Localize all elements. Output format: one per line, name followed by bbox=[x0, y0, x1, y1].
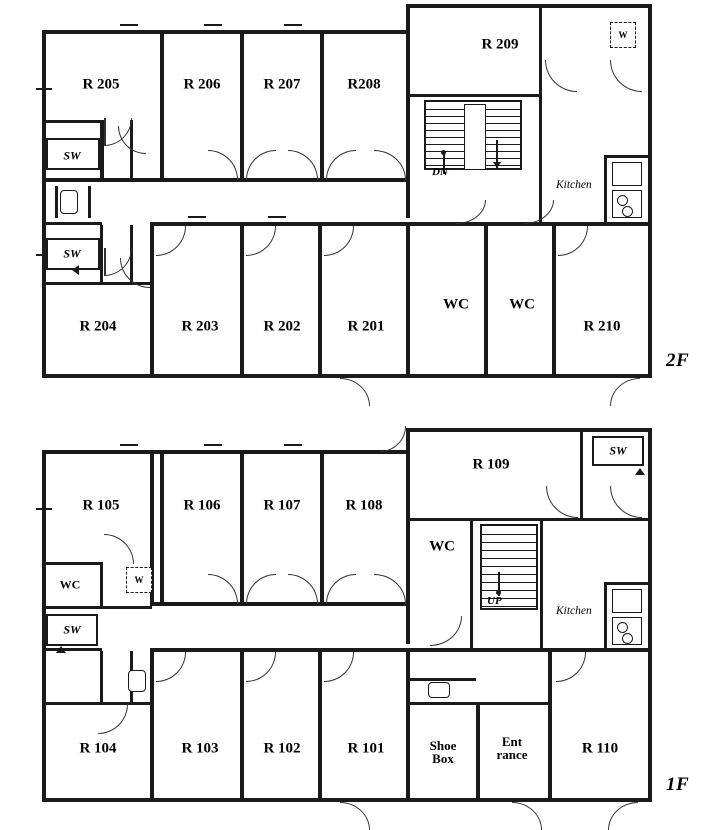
wall bbox=[42, 562, 102, 565]
wall bbox=[648, 428, 652, 802]
entrance-line1: Ent bbox=[501, 734, 523, 749]
door-r101[interactable] bbox=[324, 652, 354, 682]
sw-label-left: SW bbox=[63, 622, 81, 637]
door-r106[interactable] bbox=[208, 574, 238, 604]
room-label-r103: R 103 bbox=[181, 740, 219, 757]
door-r201[interactable] bbox=[324, 226, 354, 256]
sink-fixture bbox=[60, 190, 78, 214]
stove-burner-1f-b bbox=[622, 633, 633, 644]
door-r207[interactable] bbox=[246, 150, 276, 180]
door-r108b[interactable] bbox=[374, 574, 406, 604]
wall bbox=[552, 226, 556, 378]
door-r109-right[interactable] bbox=[610, 486, 642, 518]
sw-label-top-right: SW bbox=[609, 443, 627, 458]
door-r210[interactable] bbox=[558, 226, 588, 256]
wall bbox=[42, 120, 104, 123]
sw-arrow-left bbox=[56, 646, 66, 653]
shoe-box-line1: Shoe bbox=[429, 738, 457, 753]
wall bbox=[240, 652, 244, 802]
washer-box-2f: W bbox=[610, 22, 636, 48]
door-r110-exterior[interactable] bbox=[608, 802, 638, 830]
door-r209-right[interactable] bbox=[610, 60, 642, 92]
room-label-r107: R 107 bbox=[263, 497, 301, 514]
room-label-wc-left: WC bbox=[443, 296, 469, 313]
room-label-wc-upper-left: WC bbox=[59, 577, 81, 592]
wall-tick bbox=[268, 216, 286, 218]
door-r104[interactable] bbox=[98, 704, 128, 734]
door-r103[interactable] bbox=[156, 652, 186, 682]
door-r108[interactable] bbox=[326, 574, 356, 604]
wall bbox=[604, 155, 607, 222]
door-r208b[interactable] bbox=[374, 150, 406, 180]
room-label-r205: R 205 bbox=[82, 76, 120, 93]
door-wc-center[interactable] bbox=[430, 616, 462, 646]
floor-label-2f: 2F bbox=[666, 350, 690, 371]
wall bbox=[406, 428, 410, 644]
room-label-r104: R 104 bbox=[79, 740, 117, 757]
wall bbox=[648, 4, 652, 378]
wall bbox=[240, 226, 244, 378]
wall bbox=[406, 4, 410, 218]
wall bbox=[42, 450, 408, 454]
washer-box-1f: W bbox=[126, 567, 152, 593]
wall bbox=[484, 226, 488, 378]
wall bbox=[42, 30, 46, 378]
room-label-r206: R 206 bbox=[183, 76, 221, 93]
room-label-r204: R 204 bbox=[79, 318, 117, 335]
room-label-r203: R 203 bbox=[181, 318, 219, 335]
stair-direction-label-2f: DN bbox=[432, 166, 448, 178]
door-r202[interactable] bbox=[246, 226, 276, 256]
room-label-r105: R 105 bbox=[82, 497, 120, 514]
room-label-r207: R 207 bbox=[263, 76, 301, 93]
wall bbox=[318, 226, 322, 378]
kitchen-sink-1f bbox=[612, 589, 642, 613]
wall bbox=[410, 94, 542, 97]
shoe-box-line2: Box bbox=[432, 751, 454, 766]
wall bbox=[320, 30, 324, 182]
stove-burner-2f-b bbox=[622, 206, 633, 217]
door-r205-corridor[interactable] bbox=[118, 126, 146, 154]
door-leaf-r204[interactable] bbox=[104, 248, 106, 276]
room-label-r106: R 106 bbox=[183, 497, 221, 514]
room-label-wc-center: WC bbox=[429, 538, 455, 555]
room-label-r108: R 108 bbox=[345, 497, 383, 514]
wall bbox=[604, 582, 607, 648]
door-r207b[interactable] bbox=[288, 150, 318, 180]
room-label-r102: R 102 bbox=[263, 740, 301, 757]
door-top-corridor[interactable] bbox=[380, 426, 406, 452]
floor-plan-1f bbox=[0, 412, 705, 827]
sw-arrow-lower bbox=[72, 265, 79, 275]
wall-tick bbox=[188, 216, 206, 218]
stair-rail-2f bbox=[464, 104, 486, 170]
sink-fixture-shoe bbox=[428, 682, 450, 698]
wall bbox=[320, 450, 324, 606]
room-label-r201: R 201 bbox=[347, 318, 385, 335]
room-label-r110: R 110 bbox=[581, 740, 619, 757]
wall bbox=[160, 30, 164, 182]
door-r201-exterior[interactable] bbox=[340, 378, 370, 406]
stove-burner-2f-a bbox=[617, 195, 628, 206]
kitchen-label-1f: Kitchen bbox=[556, 605, 592, 617]
door-entrance-exterior[interactable] bbox=[512, 802, 542, 830]
door-r102[interactable] bbox=[246, 652, 276, 682]
room-label-r209: R 209 bbox=[481, 36, 519, 53]
wall bbox=[539, 4, 542, 97]
door-r209[interactable] bbox=[545, 60, 577, 92]
room-label-r101: R 101 bbox=[347, 740, 385, 757]
wall bbox=[476, 702, 480, 802]
room-label-r109: R 109 bbox=[472, 456, 510, 473]
wall bbox=[240, 30, 244, 182]
room-label-shoe-box bbox=[430, 739, 457, 765]
wall bbox=[100, 562, 103, 606]
room-label-r202: R 202 bbox=[263, 318, 301, 335]
floor-label-1f: 1F bbox=[666, 774, 690, 795]
wall bbox=[410, 518, 652, 521]
floor-plan-2f bbox=[0, 0, 705, 410]
stair-direction-dot-2f bbox=[441, 150, 446, 155]
kitchen-label-2f: Kitchen bbox=[556, 179, 592, 191]
door-r105[interactable] bbox=[104, 534, 134, 564]
wall-tick bbox=[120, 24, 138, 26]
sw-label-upper: SW bbox=[63, 148, 81, 163]
door-r101-exterior[interactable] bbox=[340, 802, 370, 830]
stair-arrow-2f bbox=[493, 162, 501, 168]
toilet-fixture-1f bbox=[128, 670, 146, 692]
wall-tick bbox=[120, 444, 138, 446]
wall-tick bbox=[204, 444, 222, 446]
kitchen-sink-2f bbox=[612, 162, 642, 186]
wall bbox=[160, 450, 164, 606]
wall bbox=[42, 648, 102, 651]
wall bbox=[406, 428, 652, 432]
stove-burner-1f-a bbox=[617, 622, 628, 633]
sw-label-lower: SW bbox=[63, 246, 81, 261]
door-leaf-r205[interactable] bbox=[104, 118, 106, 146]
wall bbox=[42, 30, 408, 34]
room-label-wc-right: WC bbox=[509, 296, 535, 313]
door-r110[interactable] bbox=[556, 652, 586, 682]
wall bbox=[100, 651, 103, 703]
wall bbox=[240, 450, 244, 606]
wall bbox=[42, 606, 152, 609]
wall bbox=[150, 222, 154, 378]
wall bbox=[410, 702, 552, 705]
door-r206[interactable] bbox=[208, 150, 238, 180]
door-r107b[interactable] bbox=[288, 574, 318, 604]
wall bbox=[42, 222, 102, 225]
wall-tick bbox=[36, 508, 52, 510]
wall-tick bbox=[204, 24, 222, 26]
wall bbox=[55, 186, 58, 218]
door-r208[interactable] bbox=[326, 150, 356, 180]
room-label-r210: R 210 bbox=[583, 318, 621, 335]
wall bbox=[88, 186, 91, 218]
wall-tick bbox=[284, 444, 302, 446]
wall bbox=[410, 678, 476, 681]
wall bbox=[604, 155, 652, 158]
room-label-entrance bbox=[496, 735, 527, 761]
wall bbox=[42, 374, 652, 378]
wall bbox=[42, 798, 652, 802]
wall-tick bbox=[36, 88, 52, 90]
door-wc-left[interactable] bbox=[456, 200, 486, 224]
sw-arrow-top-right bbox=[635, 468, 645, 475]
door-r203[interactable] bbox=[156, 226, 186, 256]
wall bbox=[150, 602, 408, 606]
wall-tick bbox=[284, 24, 302, 26]
wall bbox=[42, 702, 152, 705]
entrance-line2: rance bbox=[496, 747, 528, 762]
wall bbox=[100, 225, 103, 283]
wall bbox=[406, 4, 652, 8]
door-r107[interactable] bbox=[246, 574, 276, 604]
door-r109[interactable] bbox=[546, 486, 578, 518]
room-label-r208: R208 bbox=[347, 76, 381, 93]
door-r210-exterior[interactable] bbox=[610, 378, 640, 406]
door-wc-right[interactable] bbox=[524, 200, 554, 224]
wall bbox=[406, 652, 410, 802]
wall bbox=[548, 652, 552, 802]
wall bbox=[406, 226, 410, 378]
wall bbox=[318, 652, 322, 802]
wall bbox=[604, 582, 652, 585]
wall bbox=[540, 521, 543, 648]
wall bbox=[150, 648, 154, 802]
wall bbox=[470, 518, 473, 648]
wall bbox=[580, 428, 583, 518]
stair-direction-label-1f: UP bbox=[487, 595, 502, 607]
